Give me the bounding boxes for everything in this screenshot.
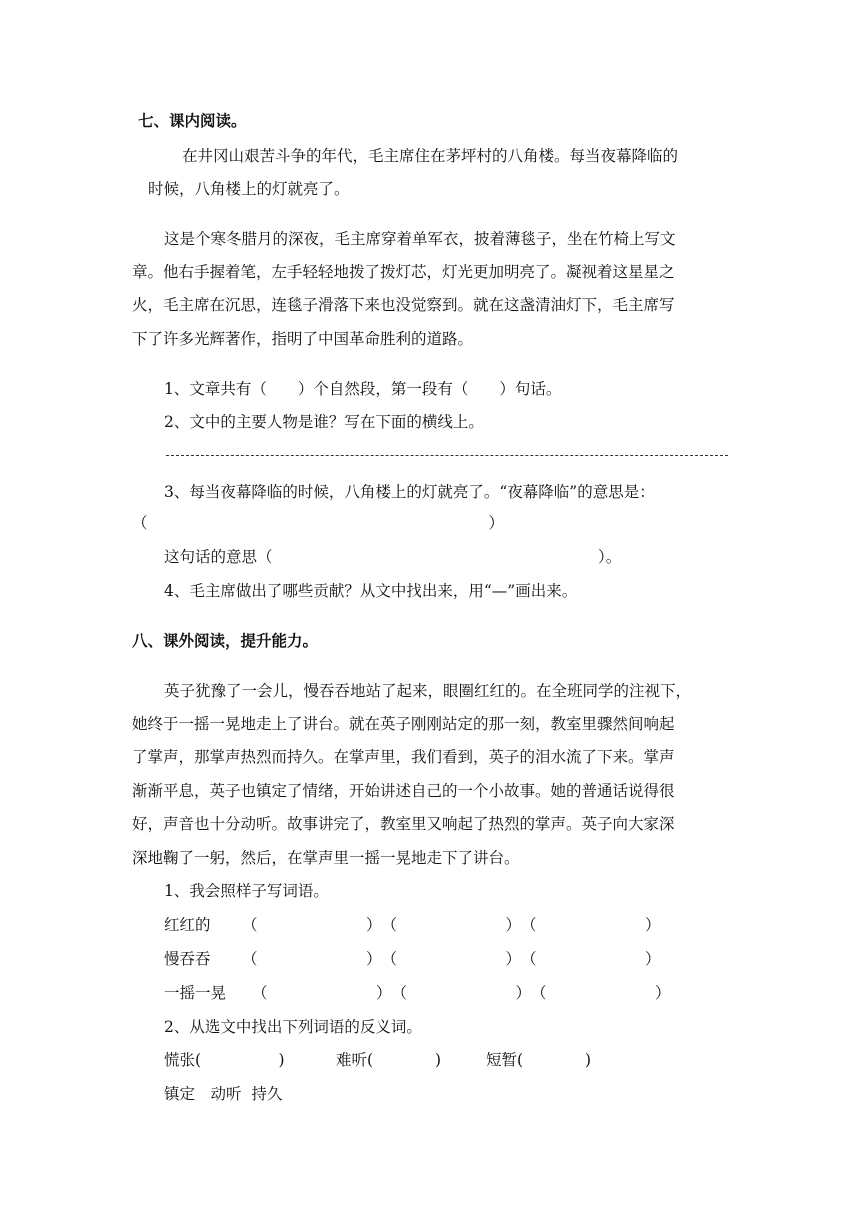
word-row-3-word: 一摇一晃 bbox=[164, 984, 227, 1002]
hint-words: 镇定 动听 持久 bbox=[164, 1085, 283, 1103]
section8-passage-line2: 她终于一摇一晃地走上了讲台。就在英子刚刚站定的那一刻，教室里骤然间响起 bbox=[132, 715, 675, 733]
word-row-2-blanks: （ ） （ ） （ ） bbox=[242, 950, 661, 968]
word-row-3-blanks: （ ） （ ） （ ） bbox=[252, 984, 671, 1002]
section7-para1-line1: 在井冈山艰苦斗争的年代，毛主席住在茅坪村的八角楼。每当夜幕降临的 bbox=[182, 147, 679, 165]
word-row-1-word: 红红的 bbox=[164, 916, 211, 934]
answer-dashed-line bbox=[166, 455, 728, 456]
section8-passage-line1: 英子犹豫了一会儿，慢吞吞地站了起来，眼圈红红的。在全班同学的注视下， bbox=[164, 682, 692, 700]
section7-heading: 七、课内阅读。 bbox=[138, 112, 247, 130]
antonym-item-1: 慌张( ) bbox=[164, 1051, 285, 1069]
section8-passage-line5: 好，声音也十分动听。故事讲完了，教室里又响起了热烈的掌声。英子向大家深 bbox=[132, 815, 675, 833]
section8-passage-line6: 深地鞠了一躬，然后，在掌声里一摇一晃地走下了讲台。 bbox=[132, 849, 520, 867]
section8-question2: 2、从选文中找出下列词语的反义词。 bbox=[164, 1018, 422, 1036]
section7-para2-line2: 章。他右手握着笔，左手轻轻地拨了拨灯芯，灯光更加明亮了。凝视着这星星之 bbox=[132, 263, 675, 281]
antonym-item-3: 短暂( ) bbox=[486, 1051, 592, 1069]
word-row-1-blanks: （ ） （ ） （ ） bbox=[242, 916, 661, 934]
section7-question3-blank: （ ） bbox=[132, 514, 505, 532]
section7-question3: 3、每当夜幕降临的时候，八角楼上的灯就亮了。“夜幕降临”的意思是： bbox=[164, 483, 655, 501]
section7-question2: 2、文中的主要人物是谁？写在下面的横线上。 bbox=[164, 413, 484, 431]
section8-passage-line3: 了掌声，那掌声热烈而持久。在掌声里，我们看到，英子的泪水流了下来。掌声 bbox=[132, 748, 675, 766]
section7-para2-line4: 下了许多光辉著作，指明了中国革命胜利的道路。 bbox=[132, 330, 474, 348]
section8-heading: 八、课外阅读，提升能力。 bbox=[132, 632, 319, 650]
word-row-2-word: 慢吞吞 bbox=[164, 950, 211, 968]
section7-para2-line1: 这是个寒冬腊月的深夜，毛主席穿着单军衣，披着薄毯子，坐在竹椅上写文 bbox=[164, 230, 676, 248]
section8-question1: 1、我会照样子写词语。 bbox=[164, 882, 329, 900]
antonym-item-2: 难听( ) bbox=[336, 1051, 442, 1069]
section8-passage-line4: 渐渐平息，英子也镇定了情绪，开始讲述自己的一个小故事。她的普通话说得很 bbox=[132, 782, 675, 800]
section7-question1: 1、文章共有（ ）个自然段，第一段有（ ）句话。 bbox=[164, 380, 562, 398]
section7-question4: 4、毛主席做出了哪些贡献？从文中找出来，用“—”画出来。 bbox=[164, 582, 578, 600]
section7-question3-meaning: 这句话的意思（ ）。 bbox=[164, 548, 622, 566]
section7-para2-line3: 火，毛主席在沉思，连毯子滑落下来也没觉察到。就在这盏清油灯下，毛主席写 bbox=[132, 296, 675, 314]
section7-para1-line2: 时候，八角楼上的灯就亮了。 bbox=[148, 180, 350, 198]
